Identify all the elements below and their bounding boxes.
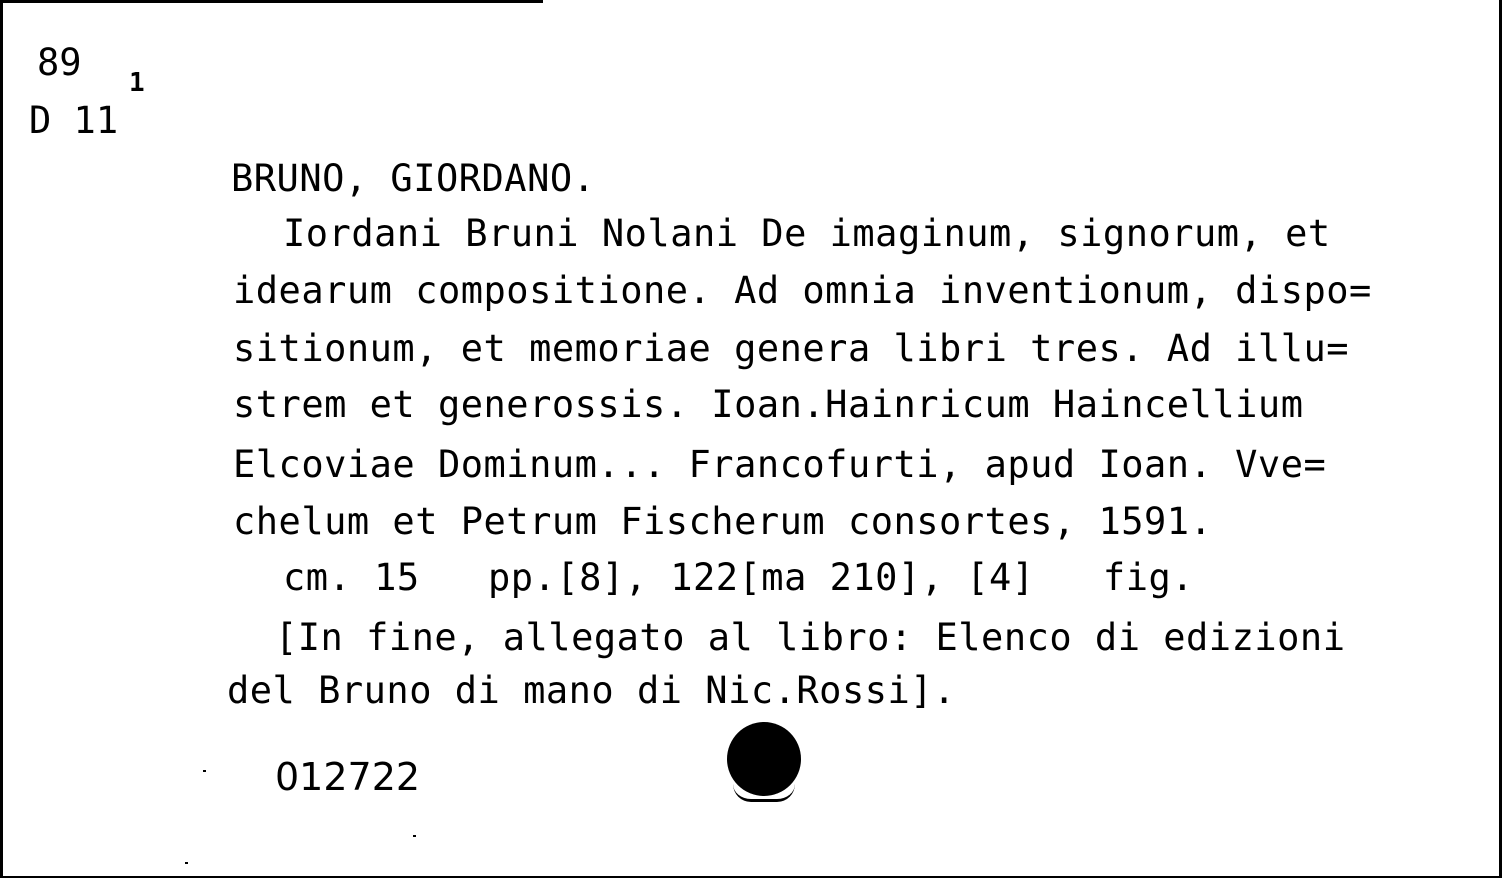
ink-speck xyxy=(185,862,188,864)
accession-number: 012722 xyxy=(275,755,421,799)
imprint-line: Elcoviae Dominum... Francofurti, apud Ioan. Vve= xyxy=(233,443,1327,486)
title-line: sitionum, et memoriae genera libri tres. Ad illu= xyxy=(233,327,1350,370)
title-line: Iordani Bruni Nolani De imaginum, signorum, et xyxy=(283,212,1331,255)
call-number-line-2: D 11 xyxy=(29,99,119,142)
card-top-rule xyxy=(3,0,543,3)
collation-line: cm. 15 pp.[8], 122[ma 210], [4] fig. xyxy=(283,556,1195,599)
call-number-superscript: 1 xyxy=(129,68,145,98)
ink-speck xyxy=(413,835,416,837)
call-number-line-1: 89 xyxy=(37,41,82,84)
title-line: idearum compositione. Ad omnia inventionum, dispo= xyxy=(233,269,1372,312)
note-line: [In fine, allegato al libro: Elenco di edizioni xyxy=(275,616,1346,659)
imprint-line: chelum et Petrum Fischerum consortes, 1591. xyxy=(233,500,1213,543)
title-line: strem et generossis. Ioan.Hainricum Haincellium xyxy=(233,383,1304,426)
punch-hole-arc xyxy=(733,784,795,802)
author-heading: BRUNO, GIORDANO. xyxy=(231,157,596,200)
note-line: del Bruno di mano di Nic.Rossi]. xyxy=(227,669,956,712)
ink-speck xyxy=(203,770,206,772)
